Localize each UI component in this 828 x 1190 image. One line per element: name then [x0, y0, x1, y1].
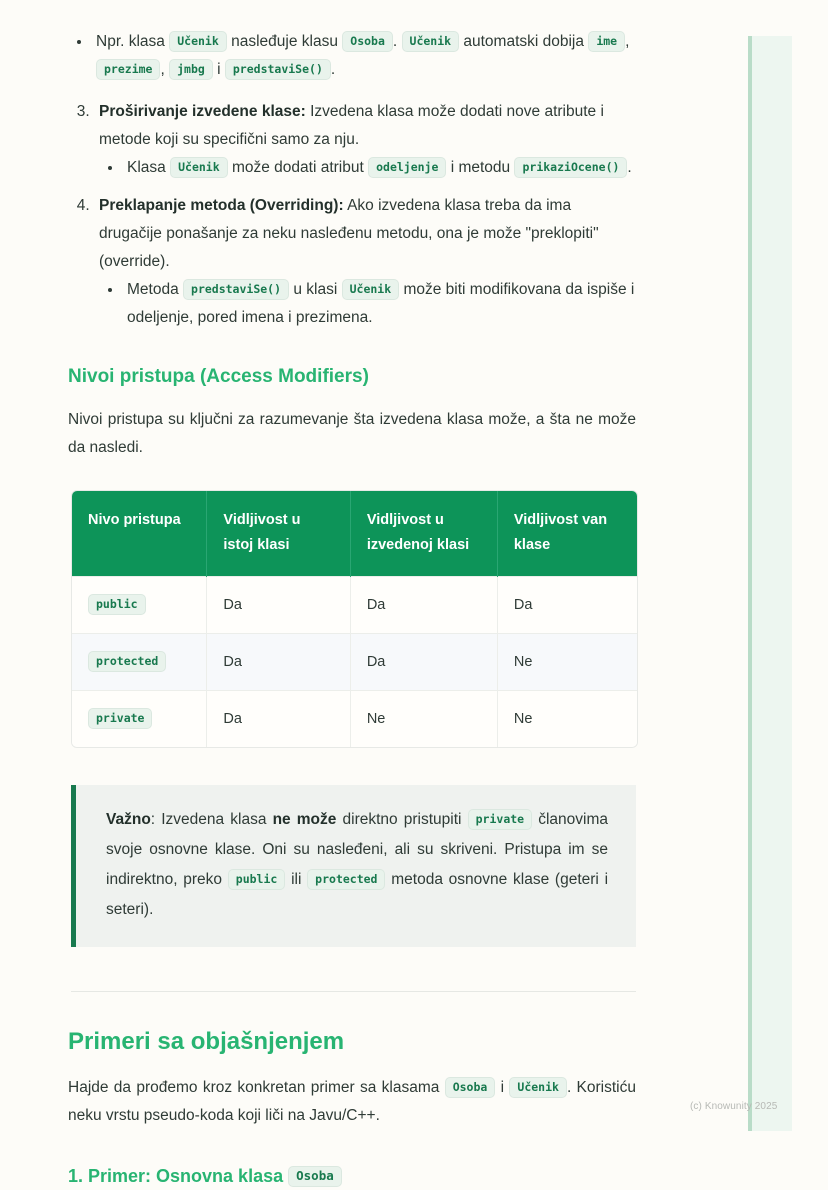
code-chip-jmbg: jmbg — [169, 59, 213, 80]
right-strip-edge-line — [748, 36, 752, 1131]
list-item-4 — [94, 192, 636, 332]
code-chip-ucenik: Učenik — [169, 31, 227, 52]
bullet-text-5: , — [625, 33, 630, 50]
bullet-text-7: i — [217, 61, 221, 78]
table-header-van-klase: Vidljivost van klase — [497, 491, 637, 577]
document-content — [68, 0, 636, 1190]
sub3-text-2: može dodati atribut — [231, 159, 364, 176]
watermark-copyright: (c) Knowunity 2025 — [690, 1101, 778, 1112]
table-body — [72, 577, 637, 748]
table-header-row — [72, 491, 637, 577]
callout-text-3: članovima svoje osnovne klase. Oni su nasleđeni, ali su skriveni. Pristupa im se indirektno, preko — [106, 811, 608, 888]
code-chip-ucenik-5: Učenik — [509, 1077, 567, 1098]
code-chip-prikaziocene: prikaziOcene() — [514, 157, 627, 178]
top-bullet-list — [68, 28, 636, 84]
code-chip-osoba-3: Osoba — [288, 1166, 342, 1187]
list-item-4-body: Ako izvedena klasa treba da ima drugačije ponašanje za neku nasleđenu metodu, ona je može "preklopiti" (override). — [99, 197, 599, 270]
sub4-text-1: Metoda — [127, 281, 179, 298]
list-item-3 — [94, 98, 636, 182]
access-modifiers-table — [72, 491, 637, 747]
code-chip-ucenik-3: Učenik — [170, 157, 228, 178]
table-cell-level — [72, 577, 207, 634]
table-cell-outside-class: Ne — [497, 691, 637, 748]
examples-intro-1: Hajde da prođemo kroz konkretan primer sa klasama — [68, 1079, 440, 1096]
code-chip-ucenik-2: Učenik — [402, 31, 460, 52]
example-1-heading-block — [68, 1162, 636, 1190]
table-row — [72, 577, 637, 634]
table-header-istoj-klasi: Vidljivost u istoj klasi — [207, 491, 350, 577]
list-item — [123, 154, 636, 182]
bullet-text-3: . — [392, 33, 398, 50]
code-chip-osoba: Osoba — [342, 31, 393, 52]
callout-label: Važno — [106, 811, 151, 828]
callout-text-2: direktno pristupiti — [336, 811, 462, 828]
example-1-heading — [68, 1162, 636, 1190]
code-chip-public: public — [88, 594, 146, 615]
code-chip-odeljenje: odeljenje — [368, 157, 446, 178]
code-chip-protected-2: protected — [307, 869, 385, 890]
code-chip-protected: protected — [88, 651, 166, 672]
table-cell-derived-class: Ne — [350, 691, 497, 748]
sub4-text-3: može biti modifikovana da ispiše i odeljenje, pored imena i prezimena. — [127, 281, 635, 326]
table-row — [72, 691, 637, 748]
important-callout — [71, 785, 636, 947]
list-item-3-title: Proširivanje izvedene klase: — [99, 103, 306, 120]
code-chip-public-2: public — [228, 869, 286, 890]
access-modifiers-section — [68, 364, 636, 462]
table-cell-outside-class: Ne — [497, 634, 637, 691]
section-divider — [71, 991, 636, 992]
bullet-text-6: , — [160, 61, 165, 78]
sub3-text-3: i metodu — [450, 159, 511, 176]
callout-text-5: metoda osnovne klase (geteri i seteri). — [106, 871, 609, 918]
examples-intro-paragraph — [68, 1074, 636, 1130]
access-table-container — [71, 490, 638, 748]
list-item — [92, 28, 636, 84]
code-chip-ime: ime — [588, 31, 625, 52]
nested-bullet-list-4 — [99, 276, 636, 332]
table-cell-same-class: Da — [207, 634, 350, 691]
table-header-izvedenoj-klasi: Vidljivost u izvedenoj klasi — [350, 491, 497, 577]
examples-intro-3: . Koristiću neku vrstu pseudo-koda koji liči na Javu/C++. — [68, 1079, 636, 1124]
bullet-text-1: Npr. klasa — [96, 33, 165, 50]
examples-section — [68, 1026, 636, 1130]
table-cell-level — [72, 634, 207, 691]
callout-bold-1: ne može — [272, 811, 337, 828]
callout-text-4: ili — [291, 871, 302, 888]
code-chip-ucenik-4: Učenik — [342, 279, 400, 300]
code-chip-private-2: private — [468, 809, 532, 830]
table-cell-level — [72, 691, 207, 748]
page-title-examples: Primeri sa objašnjenjem — [68, 1028, 345, 1055]
access-intro-paragraph: Nivoi pristupa su ključni za razumevanje šta izvedena klasa može, a šta ne može da nasledi. — [68, 411, 636, 456]
sub3-text-4: . — [627, 159, 632, 176]
right-decorative-strip — [748, 36, 792, 1131]
code-chip-private: private — [88, 708, 152, 729]
table-cell-same-class: Da — [207, 691, 350, 748]
code-chip-predstavise-2: predstaviSe() — [183, 279, 289, 300]
table-row — [72, 634, 637, 691]
page-title-access-modifiers: Nivoi pristupa (Access Modifiers) — [68, 366, 369, 387]
table-header-nivo-pristupa: Nivo pristupa — [72, 491, 207, 577]
list-item — [123, 276, 636, 332]
nested-bullet-list-3 — [99, 154, 636, 182]
table-cell-derived-class: Da — [350, 577, 497, 634]
list-item-3-body: Izvedena klasa može dodati nove atribute i metode koji su specifični samo za nju. — [99, 103, 604, 148]
table-cell-same-class: Da — [207, 577, 350, 634]
example-1-heading-text: 1. Primer: Osnovna klasa — [68, 1166, 284, 1186]
bullet-text-2: nasleđuje klasu — [231, 33, 338, 50]
code-chip-osoba-2: Osoba — [445, 1077, 496, 1098]
code-chip-prezime: prezime — [96, 59, 160, 80]
sub4-text-2: u klasi — [293, 281, 338, 298]
callout-paragraph — [106, 805, 608, 925]
numbered-list — [68, 98, 636, 332]
bullet-text-8: . — [330, 61, 336, 78]
callout-text-1: : Izvedena klasa — [150, 811, 273, 828]
table-cell-derived-class: Da — [350, 634, 497, 691]
sub3-text-1: Klasa — [127, 159, 166, 176]
bullet-text-4: automatski dobija — [463, 33, 584, 50]
table-cell-outside-class: Da — [497, 577, 637, 634]
list-item-4-title: Preklapanje metoda (Overriding): — [99, 197, 344, 214]
code-chip-predstavise: predstaviSe() — [225, 59, 331, 80]
examples-intro-2: i — [500, 1079, 505, 1096]
table-head — [72, 491, 637, 577]
